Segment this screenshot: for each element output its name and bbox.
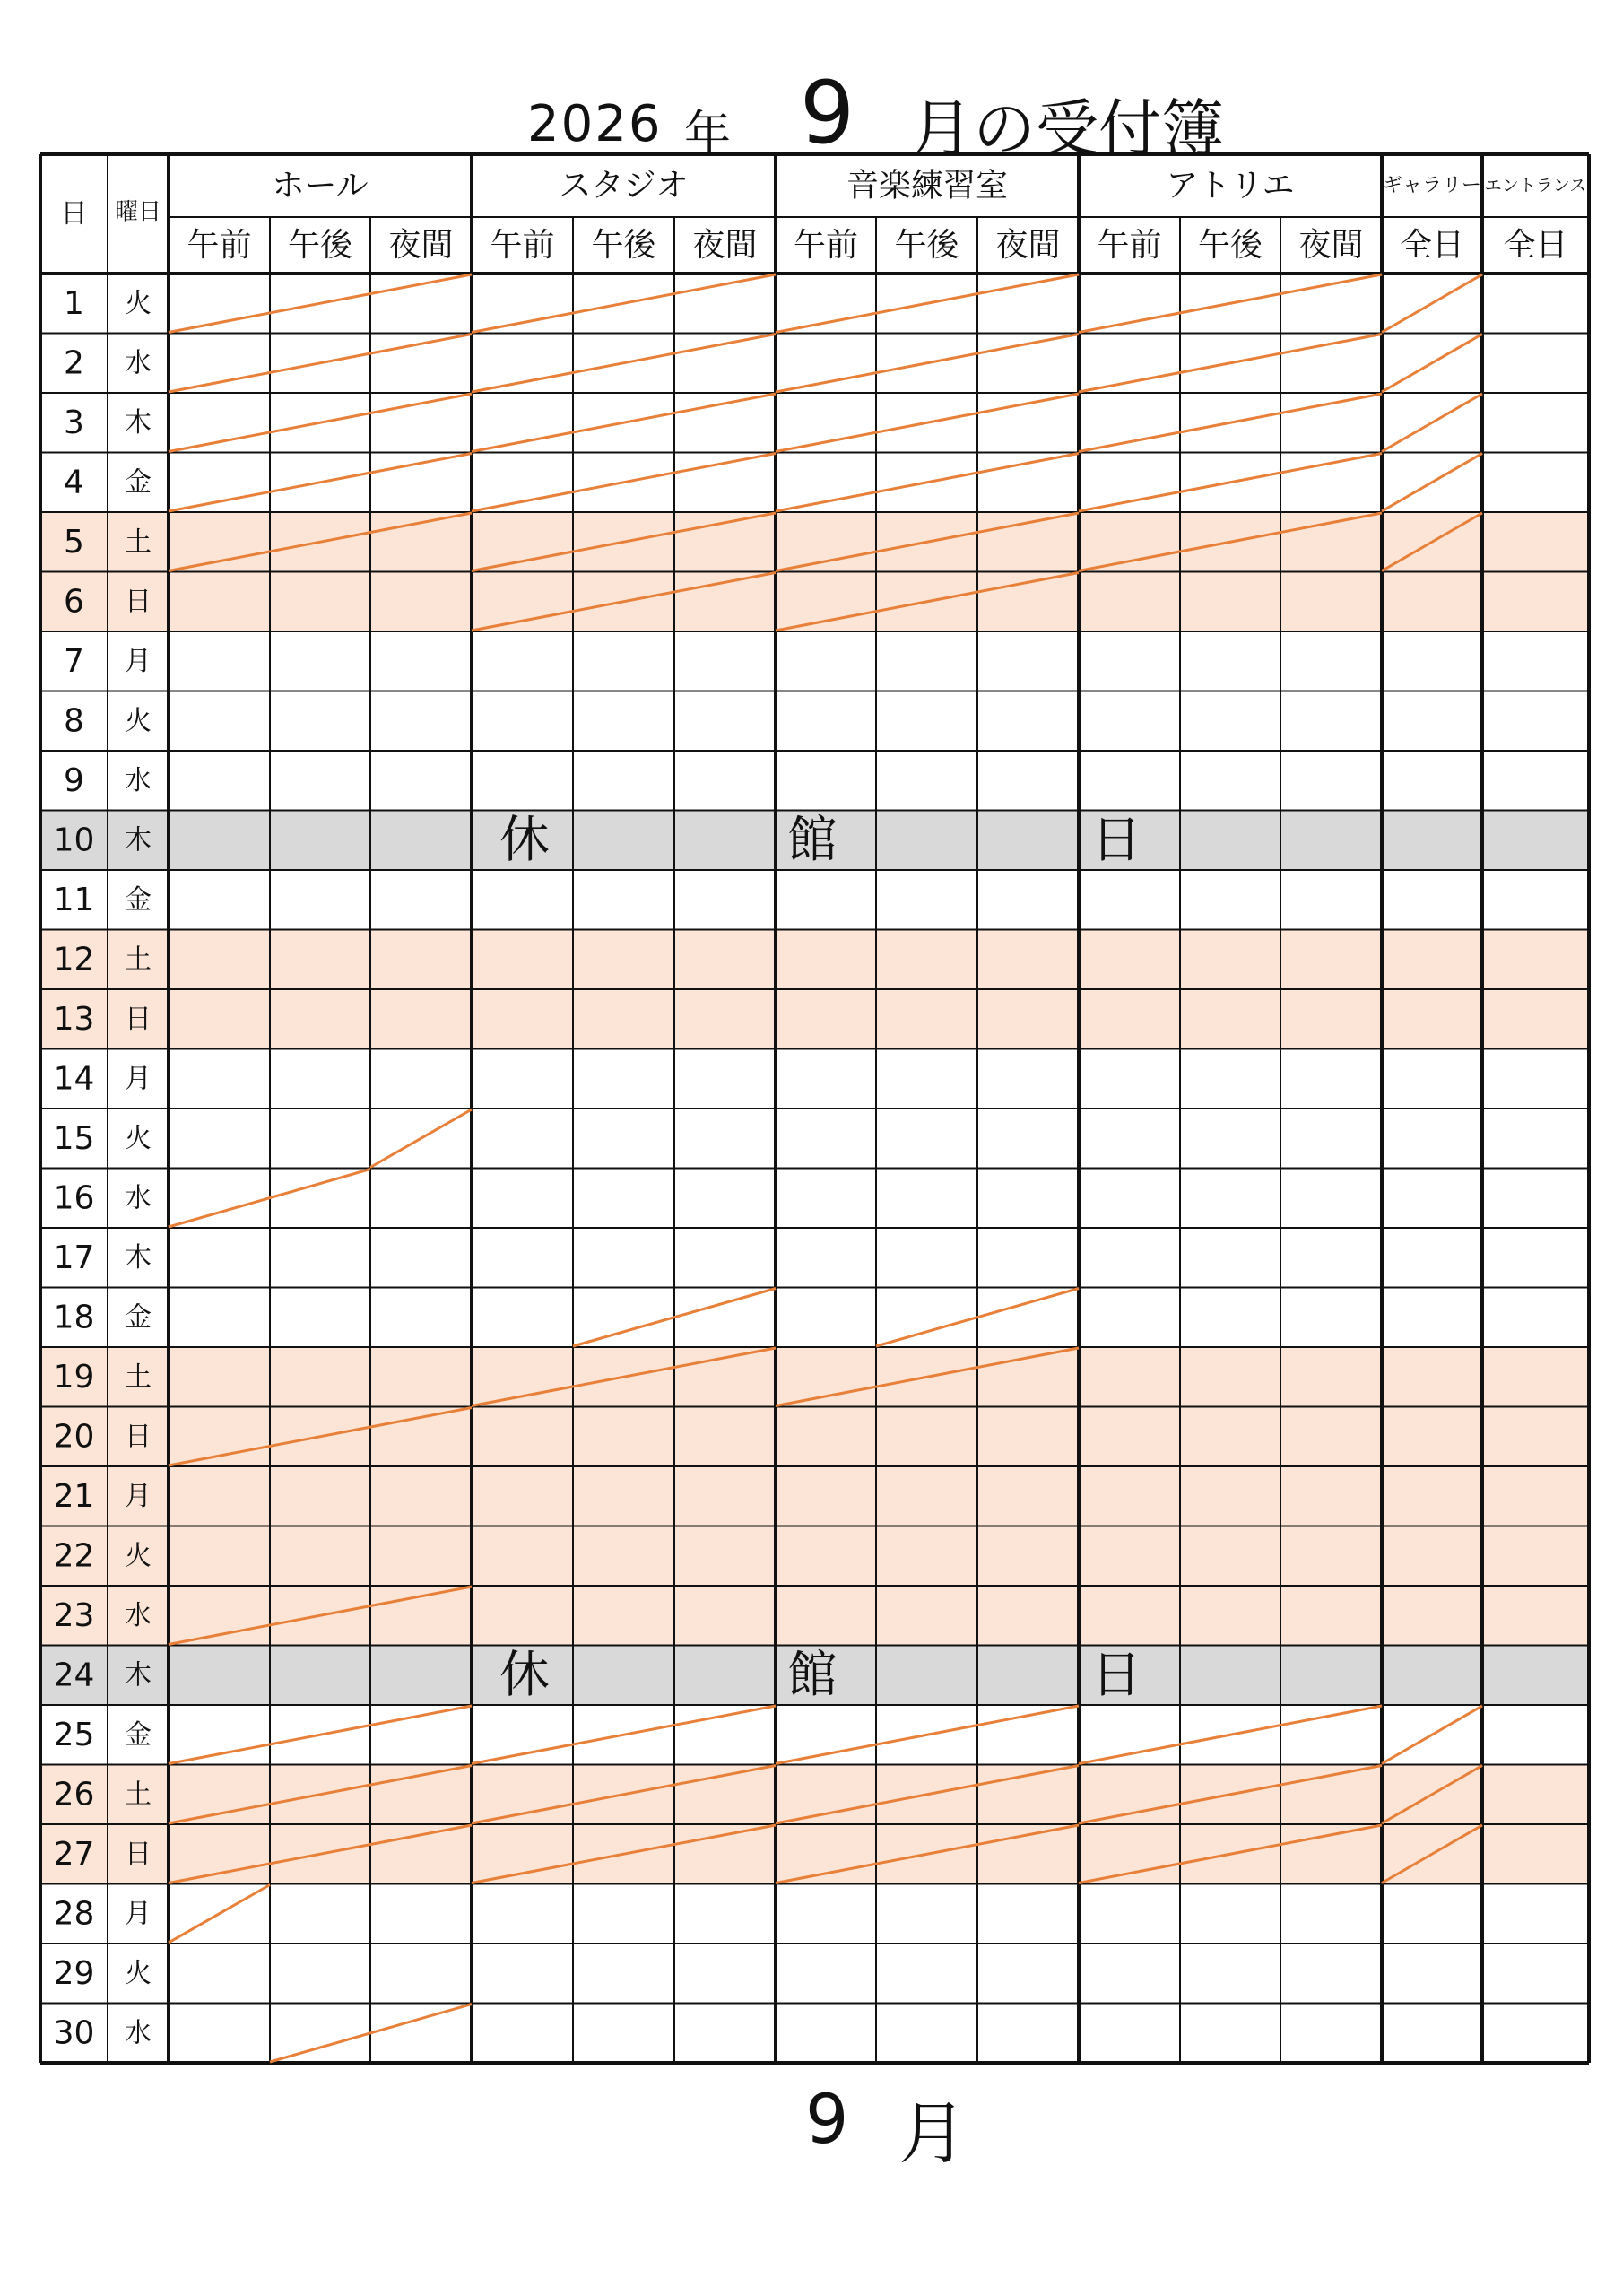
day-weekday: 木 <box>125 1659 152 1692</box>
reservation-mark <box>169 335 472 393</box>
day-number: 16 <box>53 1179 95 1217</box>
day-number: 11 <box>53 881 95 918</box>
footer-month <box>0 2079 1623 2173</box>
day-number: 18 <box>53 1299 95 1336</box>
day-weekday: 土 <box>125 1361 152 1393</box>
day-number: 7 <box>64 642 84 680</box>
day-number: 3 <box>64 404 84 441</box>
day-weekday: 日 <box>125 1421 152 1453</box>
reservation-mark <box>370 1109 472 1168</box>
day-weekday: 月 <box>125 1480 152 1512</box>
closed-label: 館 <box>787 1646 838 1705</box>
day-weekday: 金 <box>125 1301 152 1334</box>
day-number: 5 <box>64 523 84 561</box>
day-weekday: 金 <box>125 466 152 499</box>
slot-header: 全日 <box>1399 227 1465 264</box>
slot-header: 全日 <box>1503 227 1568 264</box>
day-weekday: 月 <box>125 1898 152 1930</box>
closed-label: 日 <box>1091 1646 1141 1705</box>
weekend-row-bg <box>40 1586 1589 1646</box>
day-weekday: 水 <box>125 764 152 796</box>
day-weekday: 月 <box>125 1063 152 1095</box>
reservation-mark <box>1382 335 1482 393</box>
slot-header: 午前 <box>187 227 252 264</box>
weekend-row-bg <box>40 989 1589 1049</box>
reservation-mark <box>1079 454 1382 512</box>
reservation-mark <box>776 1706 1079 1764</box>
reservation-mark <box>1382 394 1482 452</box>
day-weekday: 水 <box>125 347 152 379</box>
day-weekday: 火 <box>125 1957 152 1989</box>
day-number: 29 <box>53 1954 95 1992</box>
reservation-mark <box>169 274 472 333</box>
slot-header: 午後 <box>1197 227 1263 264</box>
weekend-row-bg <box>40 1407 1589 1467</box>
slot-header: 夜間 <box>1298 227 1364 264</box>
day-number: 19 <box>53 1358 95 1396</box>
facility-header: ギャラリー <box>1382 174 1482 197</box>
header-weekday-label: 曜日 <box>114 198 162 226</box>
day-number: 13 <box>53 1000 95 1038</box>
day-number: 25 <box>53 1716 95 1753</box>
day-number: 17 <box>53 1239 95 1276</box>
reservation-mark <box>1382 1706 1482 1764</box>
reservation-mark <box>1079 1706 1382 1764</box>
day-weekday: 火 <box>125 1122 152 1154</box>
slot-header: 午前 <box>1097 227 1162 264</box>
reservation-mark <box>472 394 776 452</box>
day-weekday: 月 <box>125 645 152 677</box>
title-month: 9 <box>800 63 855 163</box>
day-number: 24 <box>53 1657 95 1694</box>
slot-header: 午前 <box>793 227 859 264</box>
day-number: 28 <box>53 1895 95 1933</box>
reservation-mark <box>472 1706 776 1764</box>
closed-label: 日 <box>1091 811 1141 870</box>
day-weekday: 木 <box>125 824 152 857</box>
facility-header: ホール <box>272 167 369 204</box>
reservation-mark <box>776 454 1079 512</box>
facility-header: スタジオ <box>559 167 689 204</box>
reservation-mark <box>169 1885 270 1944</box>
closed-label: 休 <box>499 811 550 870</box>
reservation-mark <box>169 1706 472 1764</box>
day-number: 2 <box>64 344 84 382</box>
day-number: 8 <box>64 702 84 740</box>
day-number: 20 <box>53 1418 95 1456</box>
reservation-mark <box>472 274 776 333</box>
reservation-mark <box>1079 274 1382 333</box>
day-weekday: 土 <box>125 944 152 976</box>
day-weekday: 火 <box>125 705 152 737</box>
day-number: 26 <box>53 1776 95 1813</box>
weekend-row-bg <box>40 1526 1589 1587</box>
day-weekday: 土 <box>125 1779 152 1811</box>
day-number: 12 <box>53 941 95 978</box>
reservation-mark <box>169 394 472 452</box>
slot-header: 夜間 <box>995 227 1061 264</box>
day-weekday: 火 <box>125 1540 152 1572</box>
title-year: 2026 <box>527 95 663 153</box>
reservation-mark <box>472 335 776 393</box>
slot-header: 午後 <box>894 227 959 264</box>
facility-header: エントランス <box>1484 176 1587 196</box>
day-number: 21 <box>53 1477 95 1515</box>
day-weekday: 金 <box>125 883 152 916</box>
reservation-mark <box>1382 454 1482 512</box>
day-number: 23 <box>53 1596 95 1634</box>
reservation-mark <box>169 454 472 512</box>
weekend-row-bg <box>40 1466 1589 1526</box>
title-month-suffix: 月の受付簿 <box>910 92 1224 166</box>
weekend-row-bg <box>40 930 1589 990</box>
day-number: 10 <box>53 822 95 859</box>
slot-header: 夜間 <box>692 227 758 264</box>
reservation-mark <box>1079 394 1382 452</box>
day-number: 15 <box>53 1119 95 1157</box>
day-weekday: 木 <box>125 406 152 439</box>
header-day-label: 日 <box>60 198 88 230</box>
title-year-suffix: 年 <box>684 107 732 161</box>
slot-header: 夜間 <box>388 227 454 264</box>
footer-month-suffix: 月 <box>898 2093 967 2173</box>
day-number: 27 <box>53 1835 95 1873</box>
day-weekday: 日 <box>125 1838 152 1870</box>
day-weekday: 水 <box>125 2017 152 2049</box>
day-weekday: 日 <box>125 586 152 618</box>
day-number: 14 <box>53 1060 95 1098</box>
day-number: 1 <box>64 284 84 322</box>
reservation-mark <box>472 454 776 512</box>
reservation-mark <box>776 274 1079 333</box>
day-number: 4 <box>64 464 84 501</box>
day-weekday: 火 <box>125 287 152 319</box>
closed-label: 館 <box>787 811 838 870</box>
slot-header: 午後 <box>591 227 656 264</box>
day-weekday: 水 <box>125 1182 152 1214</box>
slot-header: 午前 <box>490 227 555 264</box>
reservation-mark <box>776 394 1079 452</box>
reservation-mark <box>776 335 1079 393</box>
day-weekday: 木 <box>125 1241 152 1274</box>
day-number: 30 <box>53 2014 95 2052</box>
day-weekday: 金 <box>125 1718 152 1751</box>
closed-label: 休 <box>499 1646 550 1705</box>
footer-month-number: 9 <box>805 2079 849 2159</box>
day-weekday: 水 <box>125 1599 152 1631</box>
reservation-mark <box>1382 274 1482 333</box>
day-weekday: 日 <box>125 1003 152 1035</box>
day-number: 6 <box>64 583 84 621</box>
day-weekday: 土 <box>125 526 152 558</box>
slot-header: 午後 <box>287 227 353 264</box>
reservation-mark <box>1079 335 1382 393</box>
facility-header: アトリエ <box>1166 167 1295 204</box>
day-number: 9 <box>64 761 84 799</box>
facility-header: 音楽練習室 <box>846 167 1009 204</box>
day-number: 22 <box>53 1537 95 1575</box>
